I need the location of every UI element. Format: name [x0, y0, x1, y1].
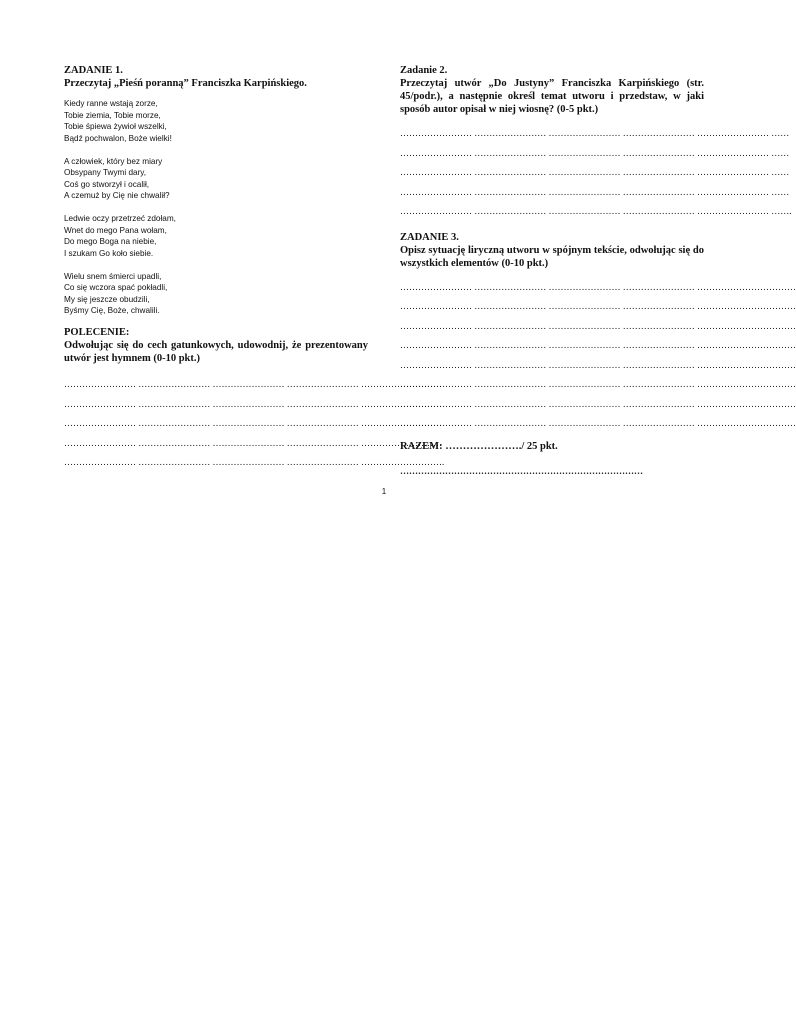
task-2-heading: Zadanie 2.	[400, 65, 448, 76]
polecenie-text: Odwołując się do cech gatunkowych, udowodnij, że prezentowany utwór jest hymnem (0-10 pkt.)	[64, 340, 368, 364]
answer-line: …………………… …………………… …………………… …………………… ……………………………	[400, 301, 796, 311]
poem-line: Kiedy ranne wstają zorze,	[64, 99, 158, 108]
answer-line: …………………… …………………… …………………… …………………… ………………………	[64, 379, 442, 389]
task-1-heading: ZADANIE 1.	[64, 65, 123, 76]
answer-line: …………………… …………………… …………………… …………………… ……………………………	[400, 281, 796, 292]
task-2-3-column	[400, 64, 796, 478]
page-number: 1	[381, 487, 387, 496]
poem-line: Tobie śpiewa żywioł wszelki,	[64, 122, 167, 131]
poem-stanza	[64, 271, 368, 317]
poem	[64, 98, 368, 317]
task-2-answer-area[interactable]	[400, 124, 792, 222]
poem-line: Byśmy Cię, Boże, chwalili.	[64, 306, 160, 315]
poem-line: Coś go stworzył i ocalił,	[64, 179, 150, 189]
poem-line: A czemuż by Cię nie chwalił?	[64, 191, 170, 200]
answer-line: …………………… …………………… …………………… …………………… ……………………………	[400, 340, 796, 350]
answer-line: …………………… …………………… …………………… …………………… ……………………………	[400, 379, 796, 389]
poem-line: Wnet do mego Pana wołam,	[64, 225, 167, 235]
answer-line: …………………… …………………… …………………… …………………… ………………………	[64, 398, 442, 409]
poem-line: Co się wczora spać pokładli,	[64, 283, 168, 292]
task-3-heading: ZADANIE 3.	[400, 231, 459, 243]
signature-line: ………………………………………………………………………	[400, 465, 643, 476]
task-3-answer-area[interactable]	[400, 278, 796, 434]
poem-line: Do mego Boga na niebie,	[64, 237, 157, 246]
poem-line: My się jeszcze obudzili,	[64, 294, 150, 304]
answer-line: …………………… …………………… …………………… …………………… ……………………….	[64, 457, 445, 467]
poem-line: Ledwie oczy przetrzeć zdołam,	[64, 214, 176, 223]
answer-line: …………………… …………………… …………………… …………………… …………………… ……	[400, 167, 790, 177]
poem-line: A człowiek, który bez miary	[64, 156, 163, 166]
poem-line: Tobie ziemia, Tobie morze,	[64, 110, 161, 120]
poem-stanza	[64, 98, 368, 144]
poem-stanza	[64, 213, 368, 259]
answer-line: …………………… …………………… …………………… …………………… ………………………	[64, 437, 442, 448]
answer-line: …………………… …………………… …………………… …………………… ………………………	[64, 418, 442, 428]
task-2-instruction: Przeczytaj utwór „Do Justyny” Franciszka Karpińskiego (str. 45/podr.), a następnie określ temat utworu i przedstaw, w jaki sposób autor opisał w niej wiosnę? (0-5 pkt.)	[400, 78, 704, 115]
answer-line: …………………… …………………… …………………… …………………… …………………… ……	[400, 128, 790, 138]
poem-stanza	[64, 156, 368, 202]
answer-line: …………………… …………………… …………………… …………………… ……………………………	[400, 359, 796, 370]
total-score: RAZEM: …………………./ 25 pkt.	[400, 440, 558, 452]
answer-line: …………………… …………………… …………………… …………………… …………………… ……	[400, 147, 790, 158]
answer-line: …………………… …………………… …………………… …………………… ……………………………	[400, 418, 796, 428]
poem-line: Obsypany Twymi dary,	[64, 168, 147, 177]
poem-line: Wielu snem śmierci upadli,	[64, 271, 162, 281]
poem-line: I szukam Go koło siebie.	[64, 248, 154, 258]
polecenie-label: POLECENIE:	[64, 327, 130, 338]
answer-line: …………………… …………………… …………………… …………………… ……………………………	[400, 398, 796, 409]
poem-line: Bądź pochwalon, Boże wielki!	[64, 133, 172, 143]
answer-line: …………………… …………………… …………………… …………………… …………………… ……	[400, 186, 790, 197]
answer-line: …………………… …………………… …………………… …………………… …………………… …….	[400, 206, 792, 216]
task-1-answer-area[interactable]	[64, 375, 445, 473]
answer-line: …………………… …………………… …………………… …………………… ……………………………	[400, 320, 796, 331]
task-3-instruction: Opisz sytuację liryczną utworu w spójnym tekście, odwołując się do wszystkich elementów (0-10 pkt.)	[400, 244, 704, 269]
task-1-instruction: Przeczytaj „Pieśń poranną” Franciszka Karpińskiego.	[64, 78, 307, 89]
